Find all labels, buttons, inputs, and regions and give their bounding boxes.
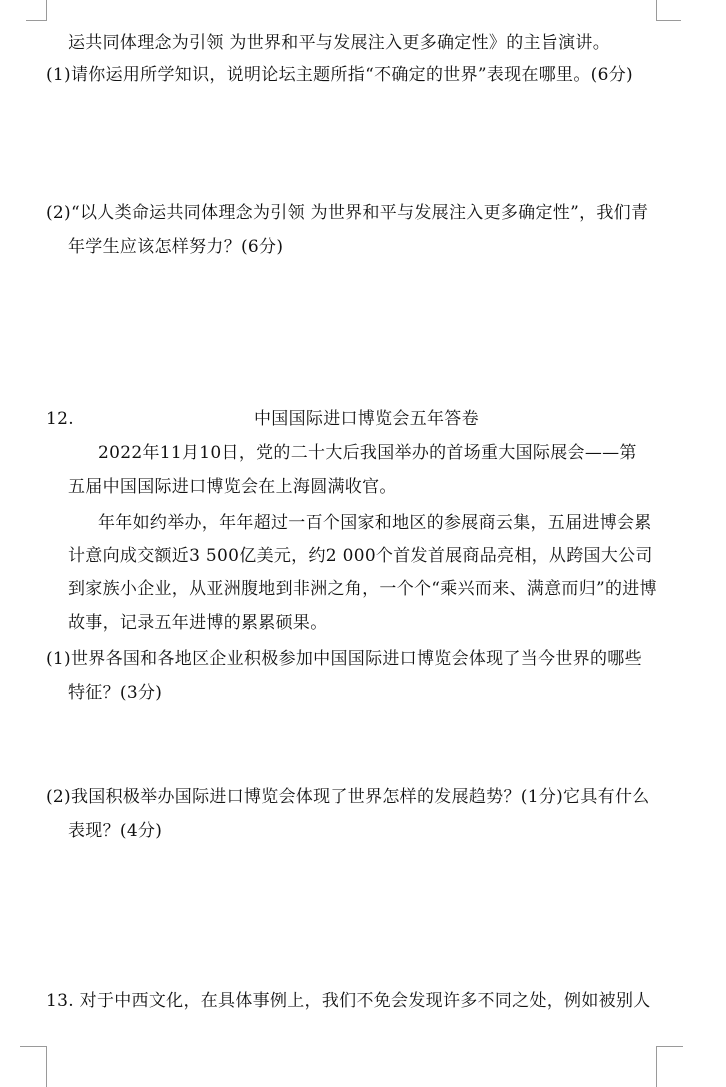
paragraph-line: 五届中国国际进口博览会在上海圆满收官。 [68,477,397,497]
paragraph-line: 故事，记录五年进博的累累硕果。 [68,613,328,633]
question-12-title: 中国国际进口博览会五年答卷 [254,409,479,429]
corner-mark-bottom-right [656,1046,683,1087]
question-12-number: 12. [46,409,74,429]
question-12-part-1-cont: 特征？(3分) [68,683,163,703]
paragraph-line: 到家族小企业，从亚洲腹地到非洲之角，一个个“乘兴而来、满意而归”的进博 [68,579,657,599]
question-12-part-1: (1)世界各国和各地区企业积极参加中国国际进口博览会体现了当今世界的哪些 [46,649,642,669]
question-13-stem: 13. 对于中西文化，在具体事例上，我们不免会发现许多不同之处，例如被别人 [46,991,651,1011]
question-12-part-2-cont: 表现？(4分) [68,821,163,841]
question-11-part-2: (2)“以人类命运共同体理念为引领 为世界和平与发展注入更多确定性”，我们青 [46,203,649,223]
question-11-part-1: (1)请你运用所学知识，说明论坛主题所指“不确定的世界”表现在哪里。(6分) [46,65,633,85]
corner-mark-top-right [656,0,681,21]
corner-mark-bottom-left [20,1046,47,1087]
paragraph-line: 计意向成交额近3 500亿美元，约2 000个首发首展商品亮相，从跨国大公司 [68,546,653,566]
question-11-part-2-cont: 年学生应该怎样努力？(6分) [68,237,284,257]
paragraph-line: 年年如约举办，年年超过一百个国家和地区的参展商云集，五届进博会累 [98,513,652,533]
paragraph-line: 2022年11月10日，党的二十大后我国举办的首场重大国际展会——第 [98,443,637,463]
question-12-part-2: (2)我国积极举办国际进口博览会体现了世界怎样的发展趋势？(1分)它具有什么 [46,787,650,807]
paragraph-line: 运共同体理念为引领 为世界和平与发展注入更多确定性》的主旨演讲。 [68,33,611,53]
corner-mark-top-left [26,0,47,21]
